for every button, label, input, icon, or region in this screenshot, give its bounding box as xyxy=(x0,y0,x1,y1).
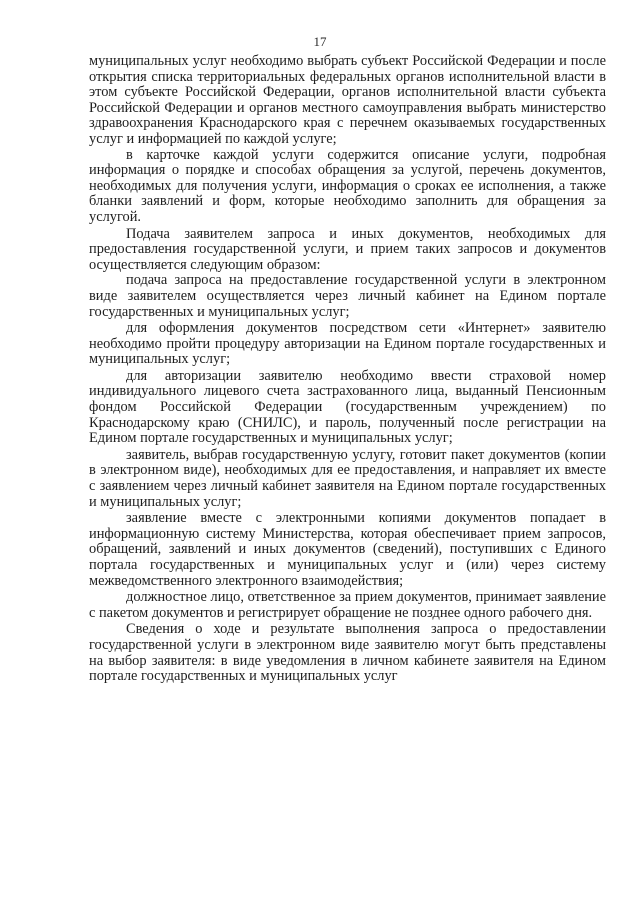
paragraph-service-card: в карточке каждой услуги содержится описание услуги, подробная информация о порядке и способах обращения за услугой, перечень документов, необходимых для получения услуги, информация о сроках ее исполнения, а также бланки заявлений и форм, которые необходимо заполнить для обращения за услугой. xyxy=(89,146,606,225)
page-number: 17 xyxy=(313,34,327,49)
paragraph-authorization: для оформления документов посредством сети «Интернет» заявителю необходимо пройти процедуру авторизации на Едином портале государственных и муниципальных услуг; xyxy=(89,320,606,368)
paragraph-snils: для авторизации заявителю необходимо ввести страховой номер индивидуального лицевого счета застрахованного лица, выданный Пенсионным фондом Российской Федерации (государственным учреждением) по Краснодарскому краю (СНИЛС), и пароль, полученный после регистрации на Едином портале государственных и муниципальных услуг; xyxy=(89,367,606,447)
paragraph-status-info: Сведения о ходе и результате выполнения запроса о предоставлении государственной услуги в электронном виде заявителю могут быть представлены на выбор заявителя: в виде уведомления в личном кабинете заявителя на Едином портале государственных и муниципальных услуг xyxy=(89,621,606,685)
paragraph-electronic-request: подача запроса на предоставление государственной услуги в электронном виде заявителем осуществляется через личный кабинет на Едином портале государственных и муниципальных услуг; xyxy=(89,272,606,320)
paragraph-submission-order: Подача заявителем запроса и иных документов, необходимых для предоставления государственной услуги, и прием таких запросов и документов осуществляется следующим образом: xyxy=(89,225,606,273)
page-body xyxy=(89,54,606,685)
paragraph-information-system: заявление вместе с электронными копиями документов попадает в информационную систему Министерства, которая обеспечивает прием запросов, обращений, заявлений и иных документов (сведений), поступивших с Единого портала государственных и муниципальных услуг и (или) через систему межведомственного электронного взаимодействия; xyxy=(89,510,606,589)
paragraph-registration: должностное лицо, ответственное за прием документов, принимает заявление с пакетом документов и регистрирует обращение не позднее одного рабочего дня. xyxy=(89,589,606,621)
paragraph-document-package: заявитель, выбрав государственную услугу, готовит пакет документов (копии в электронном виде), необходимых для ее предоставления, и направляет их вместе с заявлением через личный кабинет заявителя на Едином портале государственных и муниципальных услуг; xyxy=(89,446,606,510)
paragraph-continuation: муниципальных услуг необходимо выбрать субъект Российской Федерации и после открытия списка территориальных федеральных органов исполнительной власти в этом субъекте Российской Федерации, органов исполнительной власти субъекта Российской Федерации и органов местного самоуправления выбрать министерство здравоохранения Краснодарского края с перечнем оказываемых государственных услуг и информацией по каждой услуге; xyxy=(89,53,606,147)
